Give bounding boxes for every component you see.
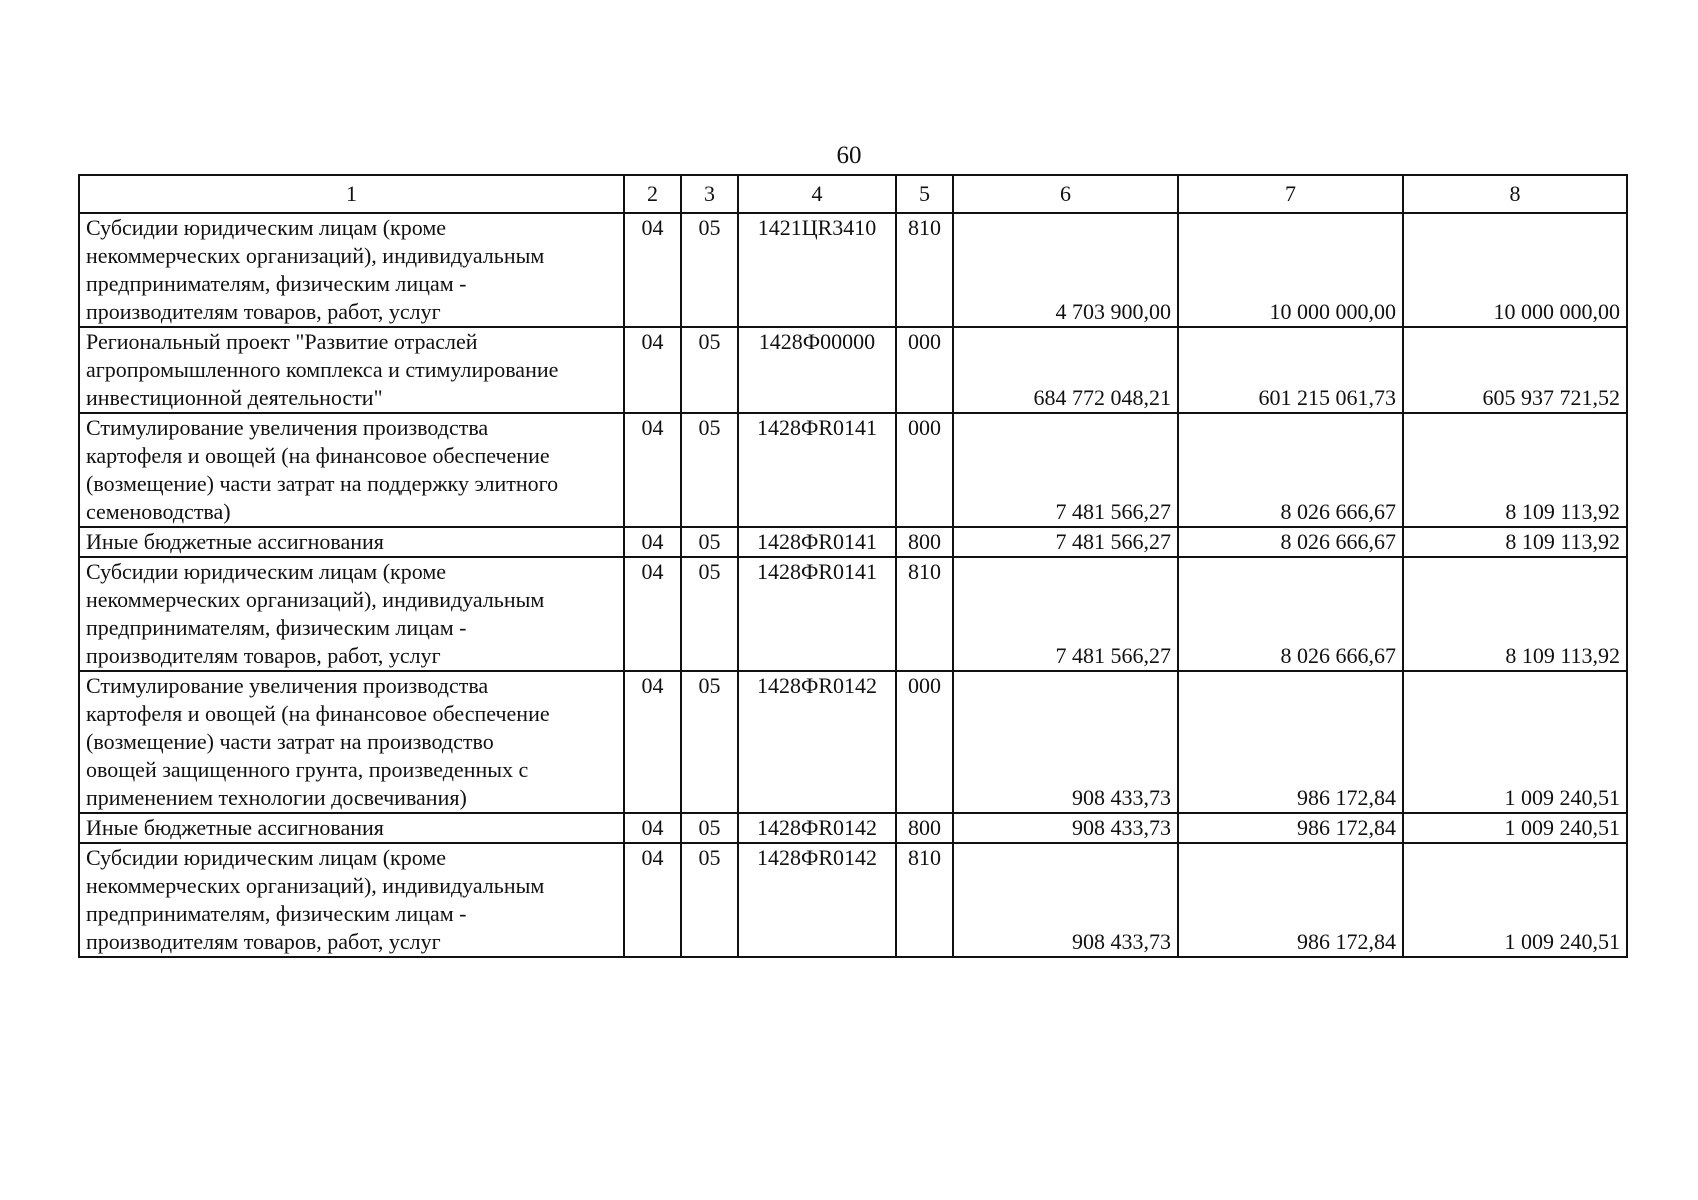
amount-col8-cell: 1 009 240,51 [1403, 813, 1627, 843]
subsection-code-cell: 05 [681, 671, 738, 813]
row-name-line: агропромышленного комплекса и стимулирование [86, 357, 559, 382]
row-name-cell [79, 413, 624, 527]
row-name-line: производителям товаров, работ, услуг [86, 299, 441, 324]
row-name-line: некоммерческих организаций), индивидуальным [86, 873, 545, 898]
expense-type-cell: 800 [896, 813, 953, 843]
row-name-line: Иные бюджетные ассигнования [86, 815, 384, 840]
column-header: 1 [79, 175, 624, 213]
row-name-line: Иные бюджетные ассигнования [86, 529, 384, 554]
section-code-cell: 04 [624, 813, 681, 843]
amount-col8-cell: 1 009 240,51 [1403, 671, 1627, 813]
amount-col8-cell: 1 009 240,51 [1403, 843, 1627, 957]
row-name-line: картофеля и овощей (на финансовое обеспечение [86, 701, 550, 726]
table-row [79, 813, 1627, 843]
table-body [79, 175, 1627, 957]
amount-col7-cell: 986 172,84 [1178, 671, 1403, 813]
amount-col6-cell: 7 481 566,27 [953, 527, 1178, 557]
row-name-line: Субсидии юридическим лицам (кроме [86, 559, 447, 584]
amount-col6-cell: 908 433,73 [953, 843, 1178, 957]
amount-col7-cell: 8 026 666,67 [1178, 413, 1403, 527]
row-name-line: некоммерческих организаций), индивидуальным [86, 243, 545, 268]
table-row [79, 327, 1627, 413]
section-code-cell: 04 [624, 527, 681, 557]
row-name-line: (возмещение) части затрат на поддержку элитного [86, 471, 559, 496]
amount-col6-cell: 4 703 900,00 [953, 213, 1178, 327]
target-article-cell: 1428ФR0141 [738, 527, 896, 557]
expense-type-cell: 000 [896, 327, 953, 413]
header-row [79, 175, 1627, 213]
row-name-line: Субсидии юридическим лицам (кроме [86, 215, 447, 240]
row-name-line: применением технологии досвечивания) [86, 785, 467, 810]
column-header: 3 [681, 175, 738, 213]
row-name-cell [79, 213, 624, 327]
row-name-cell [79, 527, 624, 557]
expense-type-cell: 810 [896, 843, 953, 957]
row-name-line: предпринимателям, физическим лицам - [86, 901, 467, 926]
row-name-cell [79, 671, 624, 813]
subsection-code-cell: 05 [681, 813, 738, 843]
target-article-cell: 1428ФR0142 [738, 843, 896, 957]
table-row [79, 413, 1627, 527]
table-row [79, 527, 1627, 557]
subsection-code-cell: 05 [681, 557, 738, 671]
subsection-code-cell: 05 [681, 413, 738, 527]
amount-col7-cell: 8 026 666,67 [1178, 527, 1403, 557]
target-article-cell: 1428Ф00000 [738, 327, 896, 413]
row-name-line: производителям товаров, работ, услуг [86, 929, 441, 954]
expense-type-cell: 810 [896, 213, 953, 327]
section-code-cell: 04 [624, 213, 681, 327]
row-name-cell [79, 813, 624, 843]
target-article-cell: 1428ФR0142 [738, 813, 896, 843]
section-code-cell: 04 [624, 327, 681, 413]
subsection-code-cell: 05 [681, 527, 738, 557]
section-code-cell: 04 [624, 843, 681, 957]
target-article-cell: 1421ЦR3410 [738, 213, 896, 327]
subsection-code-cell: 05 [681, 213, 738, 327]
amount-col6-cell: 908 433,73 [953, 813, 1178, 843]
amount-col8-cell: 8 109 113,92 [1403, 413, 1627, 527]
expense-type-cell: 810 [896, 557, 953, 671]
amount-col6-cell: 684 772 048,21 [953, 327, 1178, 413]
amount-col6-cell: 7 481 566,27 [953, 413, 1178, 527]
amount-col7-cell: 986 172,84 [1178, 843, 1403, 957]
amount-col8-cell: 8 109 113,92 [1403, 527, 1627, 557]
expense-type-cell: 800 [896, 527, 953, 557]
section-code-cell: 04 [624, 557, 681, 671]
expense-type-cell: 000 [896, 671, 953, 813]
table-row [79, 557, 1627, 671]
column-header: 6 [953, 175, 1178, 213]
subsection-code-cell: 05 [681, 843, 738, 957]
row-name-line: некоммерческих организаций), индивидуальным [86, 587, 545, 612]
table-row [79, 213, 1627, 327]
row-name-line: овощей защищенного грунта, произведенных с [86, 757, 529, 782]
amount-col8-cell: 8 109 113,92 [1403, 557, 1627, 671]
target-article-cell: 1428ФR0141 [738, 557, 896, 671]
row-name-line: Региональный проект "Развитие отраслей [86, 329, 478, 354]
column-header: 2 [624, 175, 681, 213]
amount-col7-cell: 10 000 000,00 [1178, 213, 1403, 327]
budget-table [78, 174, 1628, 958]
row-name-line: предпринимателям, физическим лицам - [86, 271, 467, 296]
target-article-cell: 1428ФR0141 [738, 413, 896, 527]
target-article-cell: 1428ФR0142 [738, 671, 896, 813]
table-row [79, 671, 1627, 813]
column-header: 7 [1178, 175, 1403, 213]
amount-col6-cell: 7 481 566,27 [953, 557, 1178, 671]
amount-col8-cell: 10 000 000,00 [1403, 213, 1627, 327]
row-name-line: (возмещение) части затрат на производство [86, 729, 494, 754]
column-header: 5 [896, 175, 953, 213]
row-name-line: семеноводства) [86, 499, 231, 524]
expense-type-cell: 000 [896, 413, 953, 527]
row-name-line: Стимулирование увеличения производства [86, 415, 489, 440]
page-number: 60 [836, 142, 862, 169]
row-name-line: Субсидии юридическим лицам (кроме [86, 845, 447, 870]
amount-col7-cell: 601 215 061,73 [1178, 327, 1403, 413]
amount-col6-cell: 908 433,73 [953, 671, 1178, 813]
row-name-line: инвестиционной деятельности" [86, 385, 383, 410]
row-name-line: предпринимателям, физическим лицам - [86, 615, 467, 640]
section-code-cell: 04 [624, 671, 681, 813]
row-name-cell [79, 327, 624, 413]
column-header: 8 [1403, 175, 1627, 213]
subsection-code-cell: 05 [681, 327, 738, 413]
section-code-cell: 04 [624, 413, 681, 527]
row-name-cell [79, 557, 624, 671]
amount-col7-cell: 8 026 666,67 [1178, 557, 1403, 671]
table-row [79, 843, 1627, 957]
row-name-line: Стимулирование увеличения производства [86, 673, 489, 698]
column-header: 4 [738, 175, 896, 213]
amount-col7-cell: 986 172,84 [1178, 813, 1403, 843]
row-name-line: производителям товаров, работ, услуг [86, 643, 441, 668]
row-name-line: картофеля и овощей (на финансовое обеспечение [86, 443, 550, 468]
row-name-cell [79, 843, 624, 957]
amount-col8-cell: 605 937 721,52 [1403, 327, 1627, 413]
